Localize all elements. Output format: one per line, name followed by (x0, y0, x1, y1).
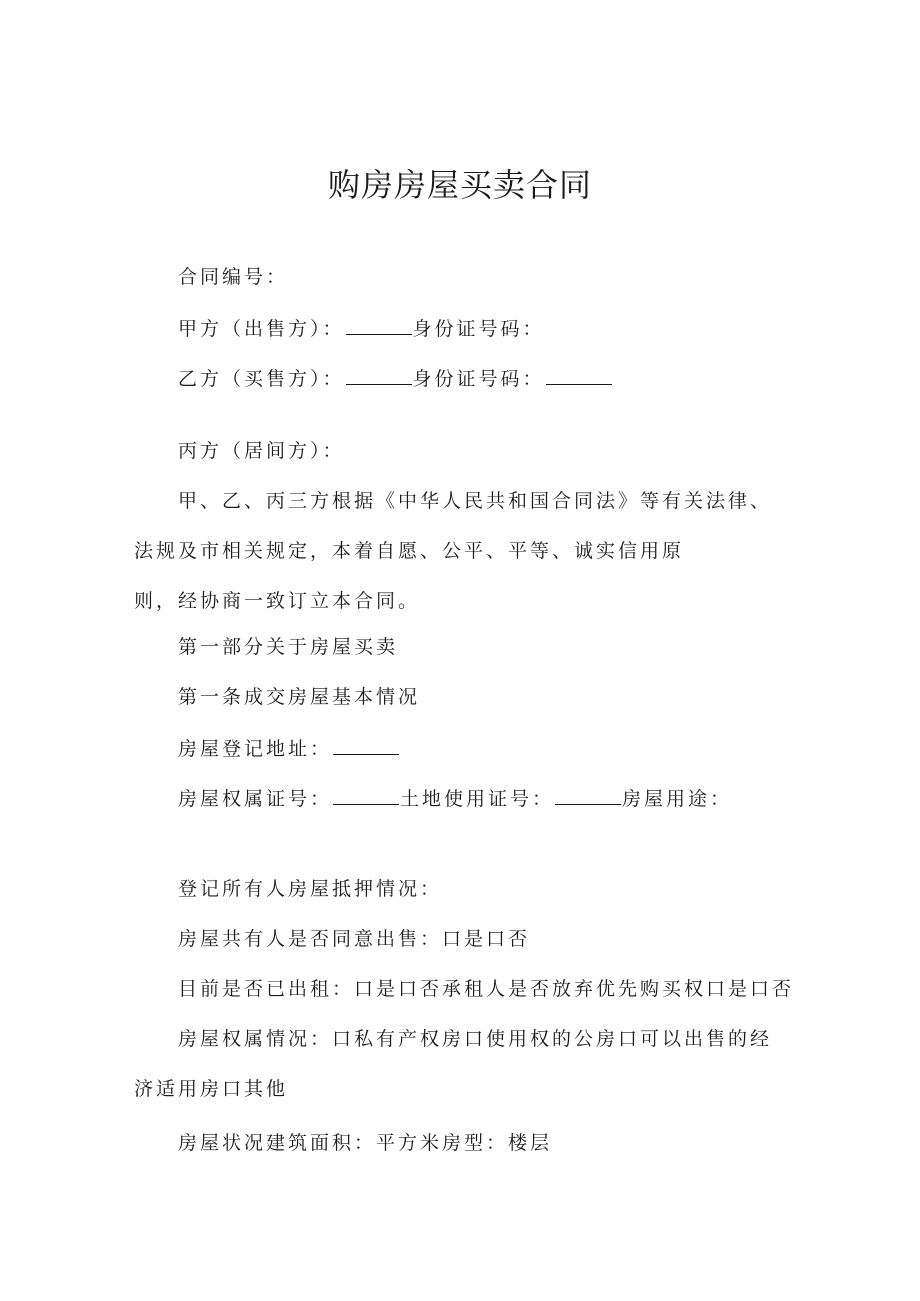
party-a-label: 甲方（出售方）： (178, 318, 345, 340)
party-b-id-blank (546, 364, 612, 385)
preamble-line-3: 则，经协商一致订立本合同。 (134, 590, 421, 612)
party-b-id-label: 身份证号码： (412, 368, 545, 390)
preamble-line-2: 法规及市相关规定，本着自愿、公平、平等、诚实信用原 (134, 540, 685, 562)
usage-label: 房屋用途： (622, 788, 733, 810)
address-blank (333, 734, 399, 755)
article-one-heading: 第一条成交房屋基本情况 (178, 686, 421, 708)
contract-number-label: 合同编号： (178, 266, 289, 288)
land-cert-blank (555, 784, 621, 805)
certificate-line (178, 784, 732, 812)
party-a-name-blank (346, 314, 412, 335)
ownership-status-line-1: 房屋权属情况：口私有产权房口使用权的公房口可以出售的经 (178, 1028, 773, 1050)
contract-number-line (178, 264, 288, 290)
ownership-cert-blank (333, 784, 399, 805)
address-line (178, 734, 400, 762)
part-one-heading: 第一部分关于房屋买卖 (178, 636, 399, 658)
party-b-name-blank (346, 364, 412, 385)
rented-line: 目前是否已出租：口是口否承租人是否放弃优先购买权口是口否 (178, 978, 795, 1000)
party-b-line (178, 364, 613, 392)
document-title: 购房房屋买卖合同 (327, 166, 592, 204)
party-c-line (178, 438, 345, 464)
party-a-id-label: 身份证号码： (412, 318, 545, 340)
party-a-line (178, 314, 545, 342)
co-owner-line: 房屋共有人是否同意出售：口是口否 (178, 928, 531, 950)
mortgage-line: 登记所有人房屋抵押情况： (178, 878, 443, 900)
condition-line: 房屋状况建筑面积：平方米房型：楼层 (178, 1132, 553, 1154)
preamble-line-1: 甲、乙、丙三方根据《中华人民共和国合同法》等有关法律、 (178, 490, 773, 512)
ownership-cert-label: 房屋权属证号： (178, 788, 333, 810)
party-b-label: 乙方（买售方）： (178, 368, 345, 390)
address-label: 房屋登记地址： (178, 738, 333, 760)
land-cert-label: 土地使用证号： (400, 788, 555, 810)
ownership-status-line-2: 济适用房口其他 (134, 1078, 289, 1100)
party-c-label: 丙方（居间方）： (178, 440, 345, 462)
